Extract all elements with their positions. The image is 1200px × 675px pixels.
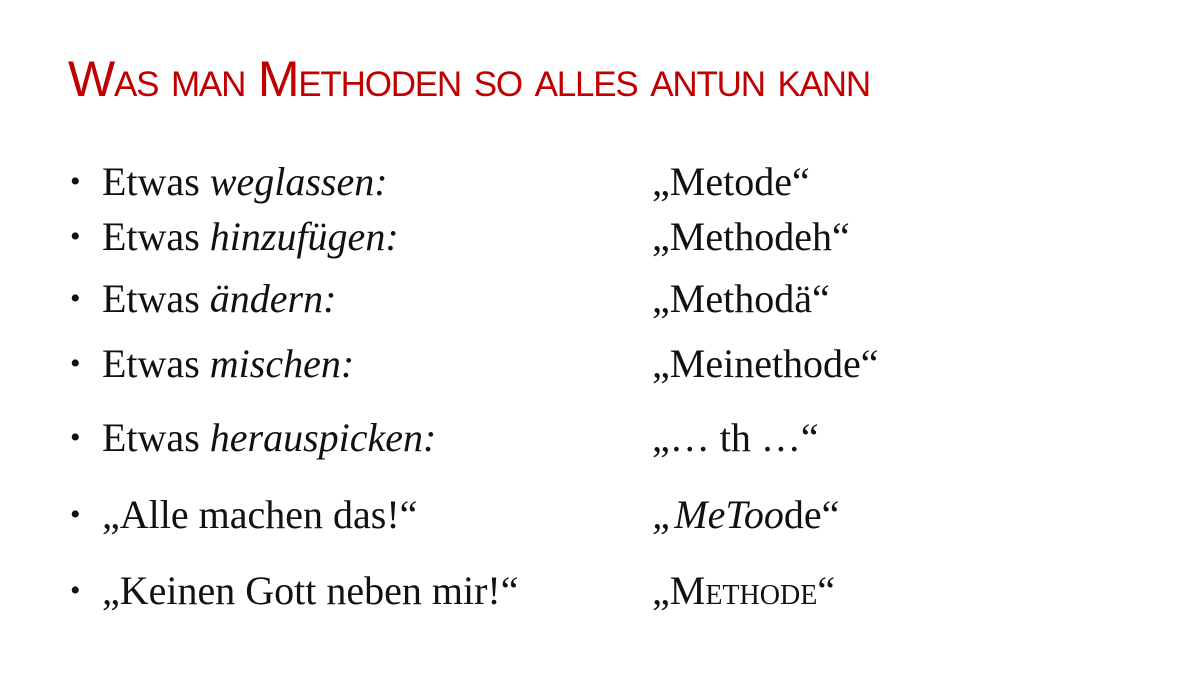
bullet-icon: • (70, 220, 81, 253)
list-item (0, 271, 1200, 327)
item-lead: Etwas (102, 415, 210, 460)
list-item (0, 410, 1200, 466)
item-emphasis: weglassen: (209, 159, 388, 204)
item-result-rest: de“ (783, 492, 840, 537)
item-result-open-quote: „ (652, 568, 670, 613)
item-result (652, 487, 839, 543)
item-label: „Keinen Gott neben mir!“ (102, 568, 519, 613)
item-label: „Alle machen das!“ (102, 492, 418, 537)
list-item (0, 336, 1200, 392)
item-label (102, 271, 336, 327)
slide-title: Was man Methoden so alles antun kann (68, 51, 870, 107)
bullet-icon: • (70, 347, 81, 380)
list-item (0, 487, 1200, 543)
item-emphasis: mischen: (209, 341, 355, 386)
item-label (102, 154, 388, 210)
item-result: „Methodä“ (652, 276, 830, 321)
item-result (652, 563, 835, 619)
item-result: „Methodeh“ (652, 214, 850, 259)
item-result-smallcaps: Methode (669, 568, 818, 613)
list-item (0, 563, 1200, 619)
item-result-italic: „MeToo (652, 492, 784, 537)
item-label (102, 336, 354, 392)
item-emphasis: hinzufügen: (209, 214, 399, 259)
item-label (102, 209, 399, 265)
item-label (102, 410, 436, 466)
item-lead: Etwas (102, 276, 210, 321)
item-emphasis: herauspicken: (209, 415, 437, 460)
item-result: „Metode“ (652, 159, 810, 204)
item-lead: Etwas (102, 159, 210, 204)
bullet-icon: • (70, 421, 81, 454)
item-result: „… th …“ (652, 415, 819, 460)
item-result-close-quote: “ (817, 568, 836, 613)
bullet-icon: • (70, 282, 81, 315)
bullet-icon: • (70, 574, 81, 607)
list-item (0, 154, 1200, 210)
bullet-icon: • (70, 165, 81, 198)
item-lead: Etwas (102, 214, 210, 259)
bullet-icon: • (70, 498, 81, 531)
item-result: „Meinethode“ (652, 341, 879, 386)
item-lead: Etwas (102, 341, 210, 386)
item-emphasis: ändern: (209, 276, 337, 321)
list-item (0, 209, 1200, 265)
